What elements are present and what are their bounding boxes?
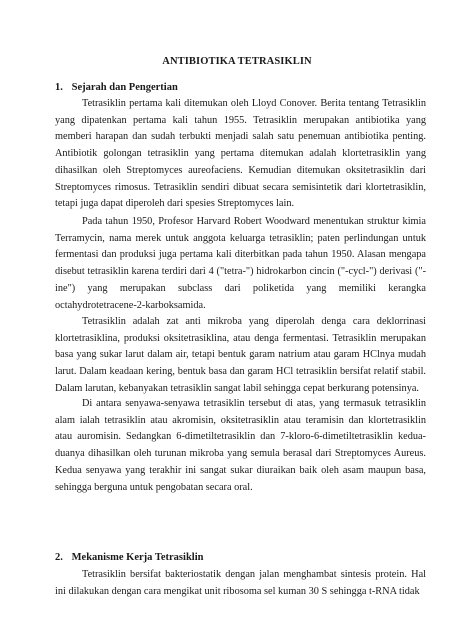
section-2-number: 2. xyxy=(55,552,63,563)
section-1-number: 1. xyxy=(55,82,63,93)
section-1-paragraph-2: Pada tahun 1950, Profesor Harvard Robert Woodward menentukan struktur kimia Terramycin, nama merek untuk anggota keluarga tetrasiklin; paten perlindungan untuk fermentasi dan produksi juga pertama kali diterbitkan pada tahun 1950. Alasan mengapa disebut tetrasiklin karena terdiri dari 4 ("tetra-") hidrokarbon cincin ("-cycl-") derivasi ("-ine") yang merupakan subclass dari poliketida yang memiliki kerangka octahydrotetracene-2-karboksamida. xyxy=(55,216,426,311)
section-2-heading xyxy=(55,552,203,563)
section-1-title: Sejarah dan Pengertian xyxy=(71,82,178,93)
section-1-heading xyxy=(55,82,178,93)
section-2-title: Mekanisme Kerja Tetrasiklin xyxy=(71,552,204,563)
section-1-paragraph-3: Tetrasiklin adalah zat anti mikroba yang diperolah denga cara deklorrinasi klortetrasiklina, produksi oksitetrasiklina, atau denga fermentasi. Tetrasiklin merupakan basa yang sukar larut dalam air, tetapi bentuk garam natrium atau garam HClnya mudah larut. Dalam keadaan kering, bentuk basa dan garam HCl tetrasiklin bersifat relatif stabil. Dalam larutan, kebanyakan tetrasiklin sangat labil sehingga cepat berkurang potensinya. xyxy=(55,316,426,394)
section-1-paragraph-4: Di antara senyawa-senyawa tetrasiklin tersebut di atas, yang termasuk tetrasiklin alam ialah tetrasiklin atau akromisin, oksitetrasiklin atau teramisin dan klortetrasiklin atau auromisin. Sedangkan 6-dimetiltetrasiklin dan 7-kloro-6-dimetiltetrasiklin kedua-duanya dihasilkan oleh turunan mikroba yang semula berasal dari Streptomyces Aureus. Kedua senyawa yang terakhir ini sangat sukar diuraikan baik oleh asam maupun basa, sehingga berguna untuk pengobatan secara oral. xyxy=(55,398,426,493)
document-title: ANTIBIOTIKA TETRASIKLIN xyxy=(162,56,312,67)
section-1-paragraph-1: Tetrasiklin pertama kali ditemukan oleh Lloyd Conover. Berita tentang Tetrasiklin yang dipatenkan pertama kali tahun 1955. Tetrasiklin merupakan antibiotika yang memberi harapan dan sudah terbukti menjadi salah satu penemuan antibiotika penting. Antibiotik golongan tetrasiklin yang pertama ditemukan adalah klortetrasiklin yang dihasilkan oleh Streptomyces aureofaciens. Kemudian ditemukan oksitetrasiklin dari Streptomyces rimosus. Tetrasiklin sendiri dibuat secara semisintetik dari klortetrasiklin, tetapi juga dapat diperoleh dari spesies Streptomyces lain. xyxy=(55,98,426,210)
section-2-paragraph-1: Tetrasiklin bersifat bakteriostatik dengan jalan menghambat sintesis protein. Hal ini dilakukan dengan cara mengikat unit ribosoma sel kuman 30 S sehingga t-RNA tidak xyxy=(55,569,426,597)
